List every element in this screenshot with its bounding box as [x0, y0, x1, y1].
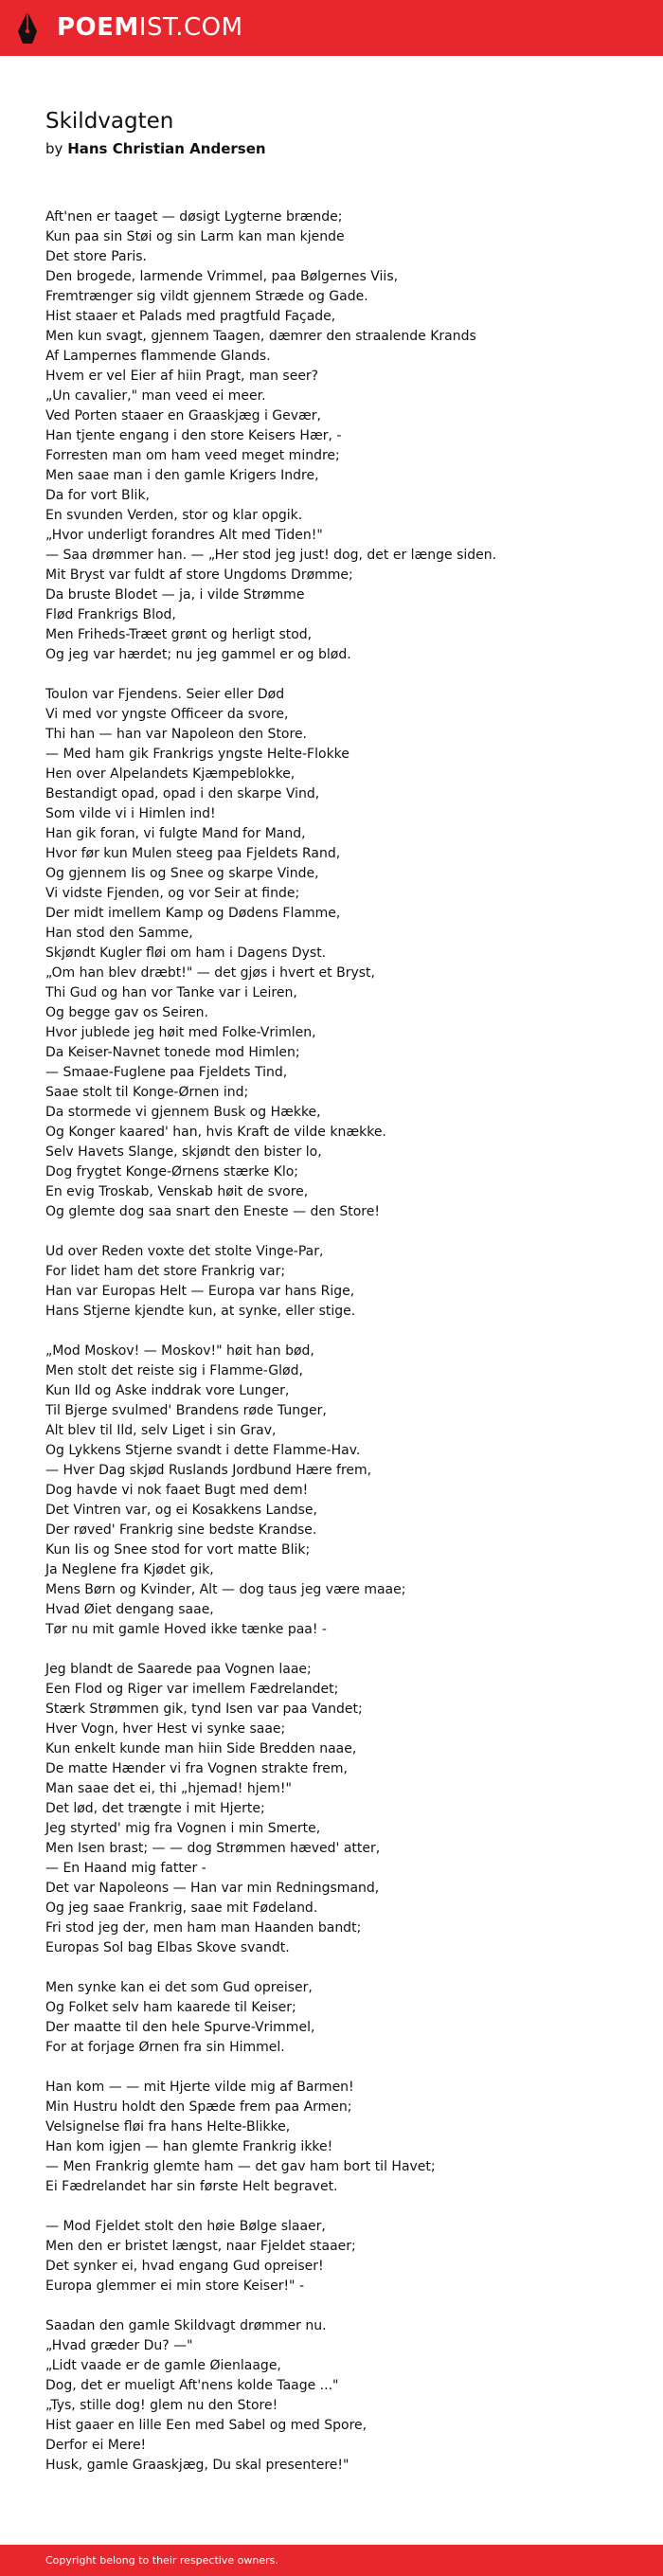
- site-header: [0, 0, 663, 56]
- poem-line: Ei Fædrelandet har sin første Helt begravet.: [45, 2179, 338, 2194]
- poem-line: Og Lykkens Stjerne svandt i dette Flamme-Hav.: [45, 1443, 361, 1458]
- poem-line: Det Vintren var, og ei Kosakkens Landse,: [45, 1503, 317, 1518]
- poem-line: Og Folket selv ham kaarede til Keiser;: [45, 2000, 296, 2015]
- poem-line: Hans Stjerne kjendte kun, at synke, eller stige.: [45, 1304, 356, 1319]
- poem-stanza: [45, 2078, 633, 2197]
- poem-stanza: [45, 1342, 633, 1640]
- poem-line: — Smaae-Fuglene paa Fjeldets Tind,: [45, 1065, 288, 1080]
- poem-line: „Hvor underligt forandres Alt med Tiden!": [45, 528, 323, 543]
- poem-stanza: [45, 2217, 633, 2297]
- poem-line: „Un cavalier," man veed ei meer.: [45, 388, 266, 404]
- poem-line: — Saa drømmer han. — „Her stod jeg just! dog, det er længe siden.: [45, 548, 497, 563]
- poem-line: Mens Børn og Kvinder, Alt — dog taus jeg være maae;: [45, 1582, 406, 1597]
- poem-line: Men Isen brast; — — dog Strømmen hæved' atter,: [45, 1841, 381, 1856]
- poem-line: Alt blev til Ild, selv Liget i sin Grav,: [45, 1423, 277, 1438]
- poem-line: Forresten man om ham veed meget mindre;: [45, 448, 340, 463]
- poem-line: Europa glemmer ei min store Keiser!" -: [45, 2279, 304, 2294]
- author-link[interactable]: Hans Christian Andersen: [67, 140, 266, 157]
- poem-line: Jeg blandt de Saarede paa Vognen laae;: [45, 1662, 312, 1677]
- poem-line: Og glemte dog saa snart den Eneste — den Store!: [45, 1204, 380, 1219]
- poem-line: Der maatte til den hele Spurve-Vrimmel,: [45, 2020, 315, 2035]
- poem-line: Han stod den Samme,: [45, 926, 193, 941]
- poem-line: Ja Neglene fra Kjødet gik,: [45, 1562, 214, 1577]
- poem-line: Hvem er vel Eier af hiin Pragt, man seer?: [45, 369, 319, 384]
- poem-line: Da bruste Blodet — ja, i vilde Strømme: [45, 587, 305, 603]
- poem-line: Jeg styrted' mig fra Vognen i min Smerte,: [45, 1821, 321, 1836]
- poem-line: Og Konger kaared' han, hvis Kraft de vilde knække.: [45, 1125, 386, 1140]
- poem-line: For at forjage Ørnen fra sin Himmel.: [45, 2040, 285, 2055]
- poem-line: Og jeg saae Frankrig, saae mit Fødeland.: [45, 1900, 318, 1916]
- poem-stanza: [45, 1660, 633, 1958]
- poem-line: Da for vort Blik,: [45, 488, 150, 503]
- poem-line: Der midt imellem Kamp og Dødens Flamme,: [45, 906, 341, 921]
- poem-line: Den brogede, larmende Vrimmel, paa Bølgernes Viis,: [45, 269, 399, 284]
- poem-line: Han tjente engang i den store Keisers Hær, -: [45, 428, 342, 443]
- poem-line: Kun enkelt kunde man hiin Side Bredden naae,: [45, 1741, 357, 1756]
- poem-line: Men synke kan ei det som Gud opreiser,: [45, 1980, 313, 1995]
- poem-line: Og jeg var hærdet; nu jeg gammel er og blød.: [45, 647, 351, 662]
- poem-line: Hver Vogn, hver Hest vi synke saae;: [45, 1721, 286, 1737]
- poem-line: Han kom igjen — han glemte Frankrig ikke!: [45, 2139, 333, 2154]
- poem-line: Dog, det er mueligt Aft'nens kolde Taage ...": [45, 2378, 339, 2393]
- poem-line: Men den er bristet længst, naar Fjeldet staaer;: [45, 2239, 356, 2254]
- poem-line: — En Haand mig fatter -: [45, 1861, 206, 1876]
- poem-stanza: [45, 685, 633, 1222]
- poem-line: Da stormede vi gjennem Busk og Hække,: [45, 1105, 321, 1120]
- poem-line: Men kun svagt, gjennem Taagen, dæmrer den straalende Krands: [45, 329, 476, 344]
- poem-line: Vi med vor yngste Officeer da svore,: [45, 707, 289, 722]
- poem-line: „Mod Moskov! — Moskov!" høit han bød,: [45, 1343, 314, 1359]
- poem-line: Bestandigt opad, opad i den skarpe Vind,: [45, 786, 320, 802]
- poem-line: Da Keiser-Navnet tonede mod Himlen;: [45, 1045, 300, 1060]
- poem-line: Og begge gav os Seiren.: [45, 1005, 208, 1020]
- poem-line: En svunden Verden, stor og klar opgik.: [45, 508, 303, 523]
- poem-line: Stærk Strømmen gik, tynd Isen var paa Vandet;: [45, 1702, 363, 1717]
- poem-line: Fremtrænger sig vildt gjennem Stræde og Gade.: [45, 289, 368, 304]
- poem-line: Selv Havets Slange, skjøndt den bister lo,: [45, 1144, 322, 1160]
- poem-line: Min Hustru holdt den Spæde frem paa Armen;: [45, 2099, 352, 2115]
- poem-line: Han var Europas Helt — Europa var hans Rige,: [45, 1284, 355, 1299]
- poem-line: Thi han — han var Napoleon den Store.: [45, 727, 308, 742]
- poem-line: Der røved' Frankrig sine bedste Krandse.: [45, 1522, 317, 1538]
- poem-line: Flød Frankrigs Blod,: [45, 607, 176, 622]
- poem-line: Europas Sol bag Elbas Skove svandt.: [45, 1940, 290, 1955]
- poem-line: Han gik foran, vi fulgte Mand for Mand,: [45, 826, 306, 841]
- poem-line: Men saae man i den gamle Krigers Indre,: [45, 468, 319, 483]
- poem-line: Toulon var Fjendens. Seier eller Død: [45, 687, 285, 702]
- poem-line: En evig Troskab, Venskab høit de svore,: [45, 1184, 309, 1199]
- poem-line: Saae stolt til Konge-Ørnen ind;: [45, 1085, 249, 1100]
- poem-line: Hvor før kun Mulen steeg paa Fjeldets Rand,: [45, 846, 341, 861]
- poem-line: Dog havde vi nok faaet Bugt med dem!: [45, 1483, 309, 1498]
- poem-line: — Men Frankrig glemte ham — det gav ham bort til Havet;: [45, 2159, 436, 2174]
- site-logo[interactable]: [57, 12, 243, 43]
- logo-rest: IST.COM: [138, 13, 243, 42]
- poem-line: Vi vidste Fjenden, og vor Seir at finde;: [45, 886, 300, 901]
- poem-line: Ud over Reden voxte det stolte Vinge-Par,: [45, 1244, 324, 1259]
- poem-line: Hist staaer et Palads med pragtfuld Façade,: [45, 309, 336, 324]
- poem-line: De matte Hænder vi fra Vognen strakte frem,: [45, 1761, 348, 1776]
- poem-stanza: [45, 207, 633, 665]
- byline-prefix: by: [45, 140, 63, 157]
- poem-title: Skildvagten: [45, 109, 174, 134]
- poem-line: Saadan den gamle Skildvagt drømmer nu.: [45, 2318, 327, 2333]
- poem-body: [45, 207, 633, 2495]
- pen-nib-icon[interactable]: [15, 10, 40, 45]
- poem-line: Hist gaaer en lille Een med Sabel og med Spore,: [45, 2418, 367, 2433]
- poem-line: Velsignelse fløi fra hans Helte-Blikke,: [45, 2119, 291, 2135]
- poem-line: „Lidt vaade er de gamle Øienlaage,: [45, 2358, 281, 2373]
- poem-line: Kun Ild og Aske inddrak vore Lunger,: [45, 1383, 290, 1398]
- poem-line: Det synker ei, hvad engang Gud opreiser!: [45, 2259, 324, 2274]
- poem-stanza: [45, 2316, 633, 2476]
- poem-byline: [45, 139, 266, 158]
- poem-line: Derfor ei Mere!: [45, 2438, 147, 2453]
- poem-line: Kun Iis og Snee stod for vort matte Blik;: [45, 1542, 311, 1558]
- poem-line: Han kom — — mit Hjerte vilde mig af Barmen!: [45, 2080, 354, 2095]
- poem-line: Mit Bryst var fuldt af store Ungdoms Drømme;: [45, 567, 353, 583]
- copyright-notice: Copyright belong to their respective owners.: [45, 2554, 278, 2567]
- poem-line: Hvor jublede jeg høit med Folke-Vrimlen,: [45, 1025, 316, 1040]
- poem-line: Skjøndt Kugler fløi om ham i Dagens Dyst.: [45, 946, 327, 961]
- poem-line: Som vilde vi i Himlen ind!: [45, 806, 216, 821]
- poem-line: Man saae det ei, thi „hjemad! hjem!": [45, 1781, 292, 1796]
- poem-line: Det store Paris.: [45, 249, 147, 264]
- poem-line: Thi Gud og han vor Tanke var i Leiren,: [45, 985, 297, 1000]
- logo-bold: POEM: [57, 13, 139, 42]
- poem-line: Fri stod jeg der, men ham man Haanden bandt;: [45, 1920, 362, 1936]
- poem-line: Aft'nen er taaget — døsigt Lygterne brænde;: [45, 209, 343, 225]
- poem-line: Kun paa sin Støi og sin Larm kan man kjende: [45, 229, 345, 244]
- poem-line: Hvad Øiet dengang saae,: [45, 1602, 214, 1617]
- poem-line: Af Lampernes flammende Glands.: [45, 349, 271, 364]
- poem-line: „Tys, stille dog! glem nu den Store!: [45, 2398, 278, 2413]
- poem-line: Een Flod og Riger var imellem Fædrelandet;: [45, 1682, 339, 1697]
- site-footer: [0, 2545, 663, 2576]
- poem-line: Husk, gamle Graaskjæg, Du skal presentere!": [45, 2458, 349, 2473]
- poem-stanza: [45, 1978, 633, 2058]
- poem-line: Det var Napoleons — Han var min Redningsmand,: [45, 1881, 380, 1896]
- poem-line: — Mod Fjeldet stolt den høie Bølge slaaer,: [45, 2219, 326, 2234]
- poem-line: Og gjennem Iis og Snee og skarpe Vinde,: [45, 866, 319, 881]
- poem-line: Men Friheds-Træet grønt og herligt stod,: [45, 627, 313, 642]
- poem-line: Til Bjerge svulmed' Brandens røde Tunger,: [45, 1403, 327, 1418]
- poem-line: Det lød, det trængte i mit Hjerte;: [45, 1801, 265, 1816]
- poem-line: Hen over Alpelandets Kjæmpeblokke,: [45, 766, 296, 782]
- poem-line: „Hvad græder Du? —": [45, 2338, 193, 2353]
- poem-line: Men stolt det reiste sig i Flamme-Glød,: [45, 1363, 303, 1378]
- poem-line: „Om han blev dræbt!" — det gjøs i hvert et Bryst,: [45, 965, 375, 981]
- poem-line: Tør nu mit gamle Hoved ikke tænke paa! -: [45, 1622, 327, 1637]
- poem-line: For lidet ham det store Frankrig var;: [45, 1264, 286, 1279]
- poem-stanza: [45, 1242, 633, 1322]
- poem-line: — Med ham gik Frankrigs yngste Helte-Flokke: [45, 747, 349, 762]
- poem-line: — Hver Dag skjød Ruslands Jordbund Hære frem,: [45, 1463, 372, 1478]
- poem-line: Dog frygtet Konge-Ørnens stærke Klo;: [45, 1164, 298, 1180]
- poem-line: Ved Porten staaer en Graaskjæg i Gevær,: [45, 408, 322, 423]
